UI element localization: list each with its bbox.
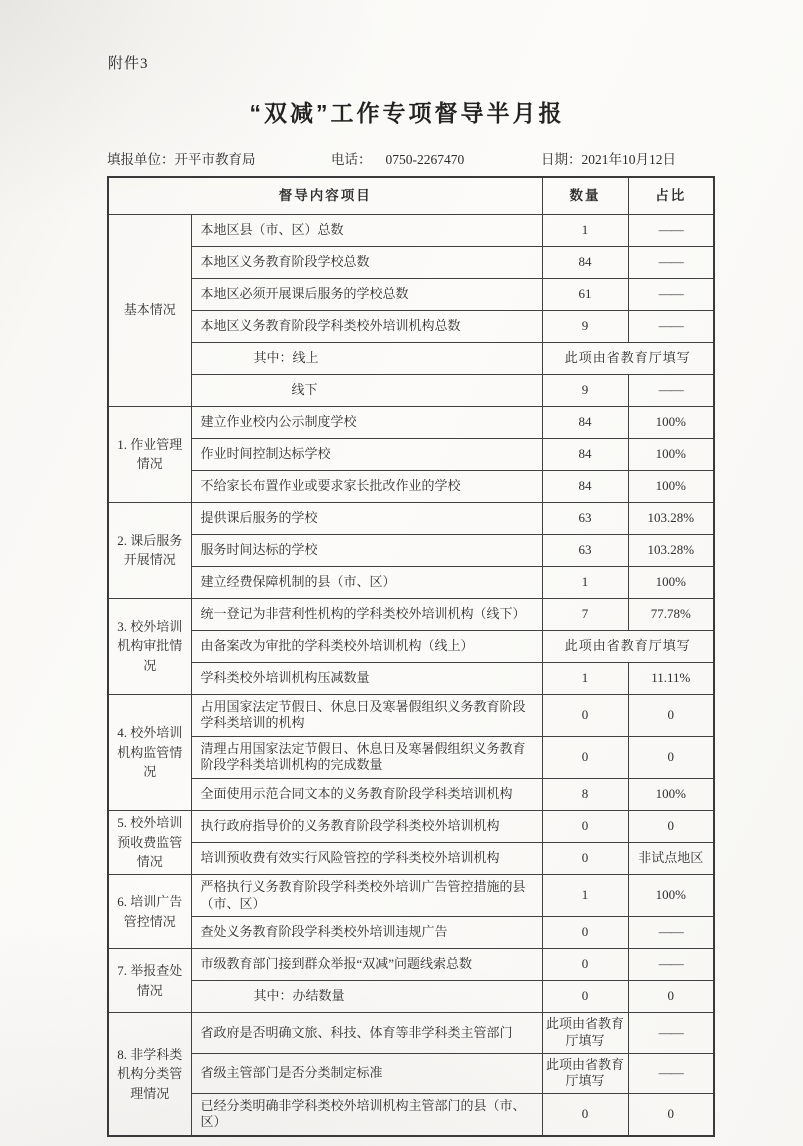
item-cell: 严格执行义务教育阶段学科类校外培训广告管控措施的县（市、区） [191,875,542,917]
ratio-cell: 0 [628,811,714,843]
item-cell: 本地区义务教育阶段学科类校外培训机构总数 [191,310,542,342]
item-cell: 作业时间控制达标学校 [191,438,542,470]
ratio-cell: 非试点地区 [628,843,714,875]
quantity-cell: 0 [542,1093,628,1136]
item-cell: 全面使用示范合同文本的义务教育阶段学科类培训机构 [191,779,542,811]
item-cell: 培训预收费有效实行风险管控的学科类校外培训机构 [191,843,542,875]
attachment-label: 附件3 [108,56,149,72]
quantity-cell: 63 [542,534,628,566]
ratio-cell: 0 [628,694,714,736]
quantity-cell: 0 [542,811,628,843]
quantity-cell: 0 [542,736,628,778]
table-row [108,917,714,949]
ratio-cell: 103.28% [628,502,714,534]
item-cell: 其中：办结数量 [191,981,542,1013]
table-row [108,1053,714,1093]
table-row [108,406,714,438]
report-table-body [108,214,714,1136]
category-cell: 4. 校外培训机构监管情况 [108,694,191,811]
category-cell: 5. 校外培训预收费监管情况 [108,811,191,875]
table-row [108,694,714,736]
province-note-cell: 此项由省教育厅填写 [542,630,714,662]
quantity-cell: 0 [542,949,628,981]
category-cell: 7. 举报查处情况 [108,949,191,1013]
table-row [108,438,714,470]
table-row [108,374,714,406]
item-cell: 查处义务教育阶段学科类校外培训违规广告 [191,917,542,949]
quantity-cell: 84 [542,246,628,278]
category-cell: 8. 非学科类机构分类管理情况 [108,1013,191,1136]
ratio-cell: 100% [628,438,714,470]
page-title: “双减”工作专项督导半月报 [249,100,565,126]
phone-value: 0750-2267470 [385,152,465,167]
ratio-cell: —— [628,917,714,949]
table-row [108,843,714,875]
item-cell: 本地区县（市、区）总数 [191,214,542,246]
ratio-cell: —— [628,214,714,246]
header-item-column: 督导内容项目 [108,177,542,214]
table-header-row [108,177,714,214]
table-row [108,534,714,566]
quantity-cell: 7 [542,598,628,630]
table-row [108,736,714,778]
table-row [108,214,714,246]
quantity-cell: 8 [542,779,628,811]
item-cell: 建立经费保障机制的县（市、区） [191,566,542,598]
ratio-cell: —— [628,949,714,981]
item-cell: 本地区义务教育阶段学校总数 [191,246,542,278]
quantity-cell: 1 [542,662,628,694]
reporting-unit-label: 填报单位： [107,152,175,167]
quantity-cell: 9 [542,374,628,406]
item-cell: 占用国家法定节假日、休息日及寒暑假组织义务教育阶段学科类培训的机构 [191,694,542,736]
report-info-row [107,148,747,167]
ratio-cell: 100% [628,470,714,502]
ratio-cell: —— [628,1013,714,1053]
ratio-cell: 103.28% [628,534,714,566]
table-row [108,566,714,598]
item-cell: 清理占用国家法定节假日、休息日及寒暑假组织义务教育阶段学科类培训机构的完成数量 [191,736,542,778]
table-row [108,342,714,374]
item-cell: 其中：线上 [191,342,542,374]
quantity-cell: 0 [542,917,628,949]
table-row [108,502,714,534]
item-cell: 学科类校外培训机构压减数量 [191,662,542,694]
phone-label: 电话： [331,152,372,167]
item-cell: 统一登记为非营利性机构的学科类校外培训机构（线下） [191,598,542,630]
item-cell: 省政府是否明确文旅、科技、体育等非学科类主管部门 [191,1013,542,1053]
item-cell: 服务时间达标的学校 [191,534,542,566]
category-cell: 2. 课后服务开展情况 [108,502,191,598]
quantity-cell: 1 [542,566,628,598]
item-cell: 本地区必须开展课后服务的学校总数 [191,278,542,310]
table-row [108,598,714,630]
ratio-cell: —— [628,374,714,406]
quantity-cell: 61 [542,278,628,310]
quantity-cell: 此项由省教育厅填写 [542,1013,628,1053]
quantity-cell: 此项由省教育厅填写 [542,1053,628,1093]
province-note-cell: 此项由省教育厅填写 [542,342,714,374]
item-cell: 建立作业校内公示制度学校 [191,406,542,438]
quantity-cell: 0 [542,694,628,736]
table-row [108,1093,714,1136]
item-cell: 提供课后服务的学校 [191,502,542,534]
header-quantity-column: 数量 [542,177,628,214]
ratio-cell: 100% [628,875,714,917]
ratio-cell: —— [628,246,714,278]
category-cell: 3. 校外培训机构审批情况 [108,598,191,694]
category-cell: 基本情况 [108,214,191,406]
quantity-cell: 84 [542,438,628,470]
date-label: 日期： [541,152,582,167]
item-cell: 已经分类明确非学科类校外培训机构主管部门的县（市、区） [191,1093,542,1136]
item-cell: 线下 [191,374,542,406]
table-row [108,470,714,502]
table-row [108,981,714,1013]
item-cell: 由备案改为审批的学科类校外培训机构（线上） [191,630,542,662]
ratio-cell: 0 [628,1093,714,1136]
item-cell: 市级教育部门接到群众举报“双减”问题线索总数 [191,949,542,981]
table-row [108,630,714,662]
ratio-cell: 0 [628,736,714,778]
date-value: 2021年10月12日 [581,152,676,167]
table-row [108,811,714,843]
ratio-cell: 100% [628,566,714,598]
category-cell: 1. 作业管理情况 [108,406,191,502]
quantity-cell: 63 [542,502,628,534]
reporting-unit-value: 开平市教育局 [174,152,256,167]
table-row [108,310,714,342]
phone [331,148,464,168]
quantity-cell: 0 [542,843,628,875]
header-ratio-column: 占比 [628,177,714,214]
category-cell: 6. 培训广告管控情况 [108,875,191,949]
quantity-cell: 9 [542,310,628,342]
ratio-cell: 77.78% [628,598,714,630]
quantity-cell: 0 [542,981,628,1013]
ratio-cell: 100% [628,779,714,811]
ratio-cell: —— [628,1053,714,1093]
table-row [108,779,714,811]
ratio-cell: 100% [628,406,714,438]
item-cell: 执行政府指导价的义务教育阶段学科类校外培训机构 [191,811,542,843]
item-cell: 不给家长布置作业或要求家长批改作业的学校 [191,470,542,502]
reporting-unit [107,148,256,168]
ratio-cell: 0 [628,981,714,1013]
ratio-cell: —— [628,310,714,342]
report-date [541,148,676,168]
table-row [108,278,714,310]
quantity-cell: 84 [542,470,628,502]
item-cell: 省级主管部门是否分类制定标准 [191,1053,542,1093]
ratio-cell: 11.11% [628,662,714,694]
quantity-cell: 1 [542,875,628,917]
ratio-cell: —— [628,278,714,310]
report-table [107,176,715,1137]
table-row [108,1013,714,1053]
table-row [108,246,714,278]
quantity-cell: 1 [542,214,628,246]
table-row [108,875,714,917]
table-row [108,949,714,981]
quantity-cell: 84 [542,406,628,438]
table-row [108,662,714,694]
